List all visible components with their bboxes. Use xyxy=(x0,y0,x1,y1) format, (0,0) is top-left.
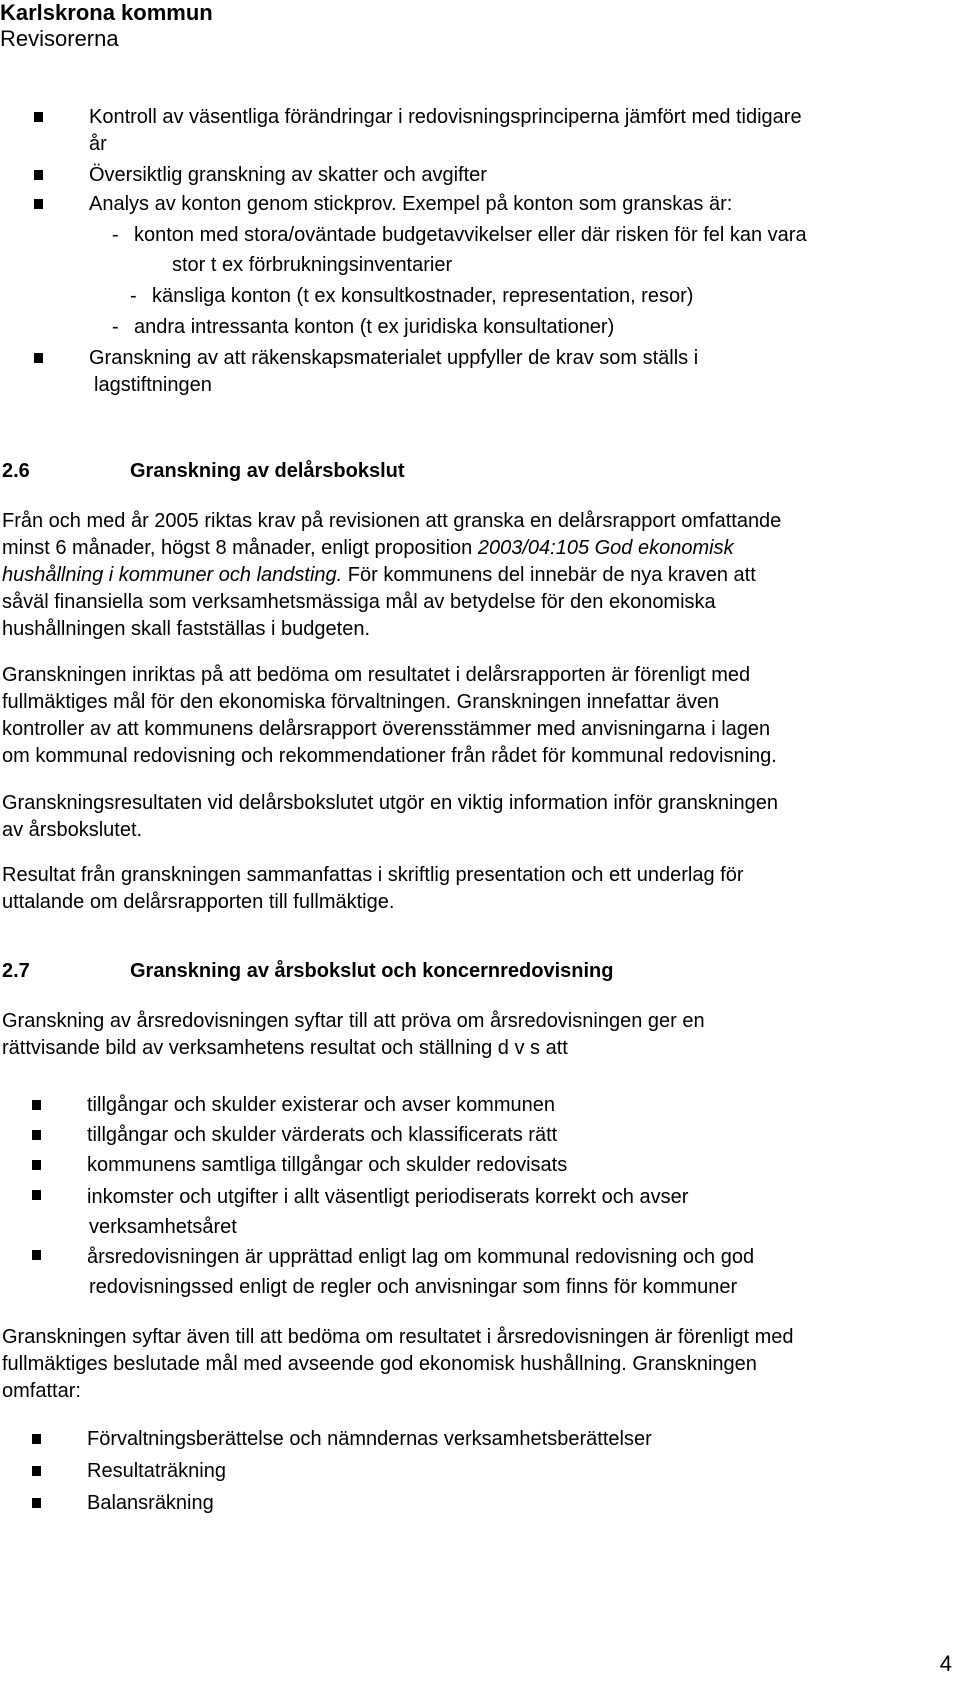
paragraph: Granskning av årsredovisningen syftar till att pröva om årsredovisningen ger en rättvisande bild av verksamhetens resultat och ställning d v s att xyxy=(2,1010,705,1059)
list-item-text: Resultaträkning xyxy=(87,1460,226,1482)
list-item-text: verksamhetsåret xyxy=(89,1216,237,1238)
square-bullet-icon xyxy=(32,1100,41,1110)
square-bullet-icon xyxy=(32,1498,41,1508)
list-item-text: Analys av konton genom stickprov. Exempel på konton som granskas är: xyxy=(89,193,733,215)
list-item-text: år xyxy=(89,133,107,155)
square-bullet-icon xyxy=(32,1160,41,1170)
list-item-text: Granskning av att räkenskapsmaterialet uppfyller de krav som ställs i xyxy=(89,347,699,369)
department-name: Revisorerna xyxy=(0,26,119,51)
section-number: 2.6 xyxy=(2,460,30,482)
list-item-text: tillgångar och skulder värderats och klassificerats rätt xyxy=(87,1124,558,1146)
paragraph: Resultat från granskningen sammanfattas i skriftlig presentation och ett underlag för uttalande om delårsrapporten till fullmäktige. xyxy=(2,864,744,913)
list-item-text: årsredovisningen är upprättad enligt lag om kommunal redovisning och god xyxy=(87,1246,755,1268)
page-header xyxy=(0,0,213,52)
sub-list-item-text: andra intressanta konton (t ex juridiska konsultationer) xyxy=(134,316,615,338)
section-heading xyxy=(2,458,405,485)
square-bullet-icon xyxy=(34,353,43,363)
list-item-text: tillgångar och skulder existerar och avser kommunen xyxy=(87,1094,555,1116)
sub-list-item: - konton med stora/oväntade budgetavvikelser eller där risken för fel kan vara xyxy=(112,224,807,246)
paragraph: Granskningen inriktas på att bedöma om resultatet i delårsrapporten är förenligt med fullmäktiges mål för den ekonomiska förvaltningen. Granskningen innefattar även kontroller av att kommunens delårsrapport överensstämmer med anvisningarna i lagen om kommunal redovisning och rekommendationer från rådet för kommunal redovisning. xyxy=(2,664,777,767)
sub-list-item: - känsliga konton (t ex konsultkostnader, representation, resor) xyxy=(130,285,694,307)
paragraph: Granskningen syftar även till att bedöma om resultatet i årsredovisningen är förenligt med fullmäktiges beslutade mål med avseende god ekonomisk hushållning. Granskningen omfattar: xyxy=(2,1326,794,1402)
list-item-text: Förvaltningsberättelse och nämndernas verksamhetsberättelser xyxy=(87,1428,652,1450)
section-heading xyxy=(2,958,613,985)
sub-list-item-text: känsliga konton (t ex konsultkostnader, representation, resor) xyxy=(152,285,694,307)
square-bullet-icon xyxy=(34,199,43,209)
sub-list-item-continuation: stor t ex förbrukningsinventarier xyxy=(172,254,453,276)
list-item-text: Balansräkning xyxy=(87,1492,214,1514)
square-bullet-icon xyxy=(32,1466,41,1476)
square-bullet-icon xyxy=(32,1434,41,1444)
square-bullet-icon xyxy=(32,1130,41,1140)
sub-list-item-text: konton med stora/oväntade budgetavvikelser eller där risken för fel kan vara xyxy=(134,224,807,246)
section-title: Granskning av delårsbokslut xyxy=(130,460,405,482)
list-item-text: kommunens samtliga tillgångar och skulder redovisats xyxy=(87,1154,568,1176)
list-item-text: redovisningssed enligt de regler och anvisningar som finns för kommuner xyxy=(89,1276,738,1298)
square-bullet-icon xyxy=(34,170,43,180)
list-item-text: Kontroll av väsentliga förändringar i redovisningsprinciperna jämfört med tidigare xyxy=(89,106,802,128)
paragraph: Granskningsresultaten vid delårsbokslutet utgör en viktig information inför granskningen av årsbokslutet. xyxy=(2,792,778,841)
list-item-text: lagstiftningen xyxy=(94,374,212,396)
square-bullet-icon xyxy=(32,1190,41,1200)
page-number: 4 xyxy=(939,1651,952,1676)
list-item-text: Översiktlig granskning av skatter och avgifter xyxy=(89,164,487,186)
sub-list-item: - andra intressanta konton (t ex juridiska konsultationer) xyxy=(112,316,615,338)
organization-name: Karlskrona kommun xyxy=(0,0,213,25)
square-bullet-icon xyxy=(32,1250,41,1260)
section-title: Granskning av årsbokslut och koncernredovisning xyxy=(130,960,614,982)
list-item-text: inkomster och utgifter i allt väsentligt periodiserats korrekt och avser xyxy=(87,1186,689,1208)
paragraph: Från och med år 2005 riktas krav på revisionen att granska en delårsrapport omfattande minst 6 månader, högst 8 månader, enligt proposition 2003/04:105 God ekonomisk hushållning i kommuner och landsting. För kommunens del innebär de nya kraven att såväl finansiella som verksamhetsmässiga mål av betydelse för den ekonomiska hushållningen skall fastställas i budgeten. xyxy=(2,510,782,640)
square-bullet-icon xyxy=(34,112,43,122)
section-number: 2.7 xyxy=(2,960,30,982)
